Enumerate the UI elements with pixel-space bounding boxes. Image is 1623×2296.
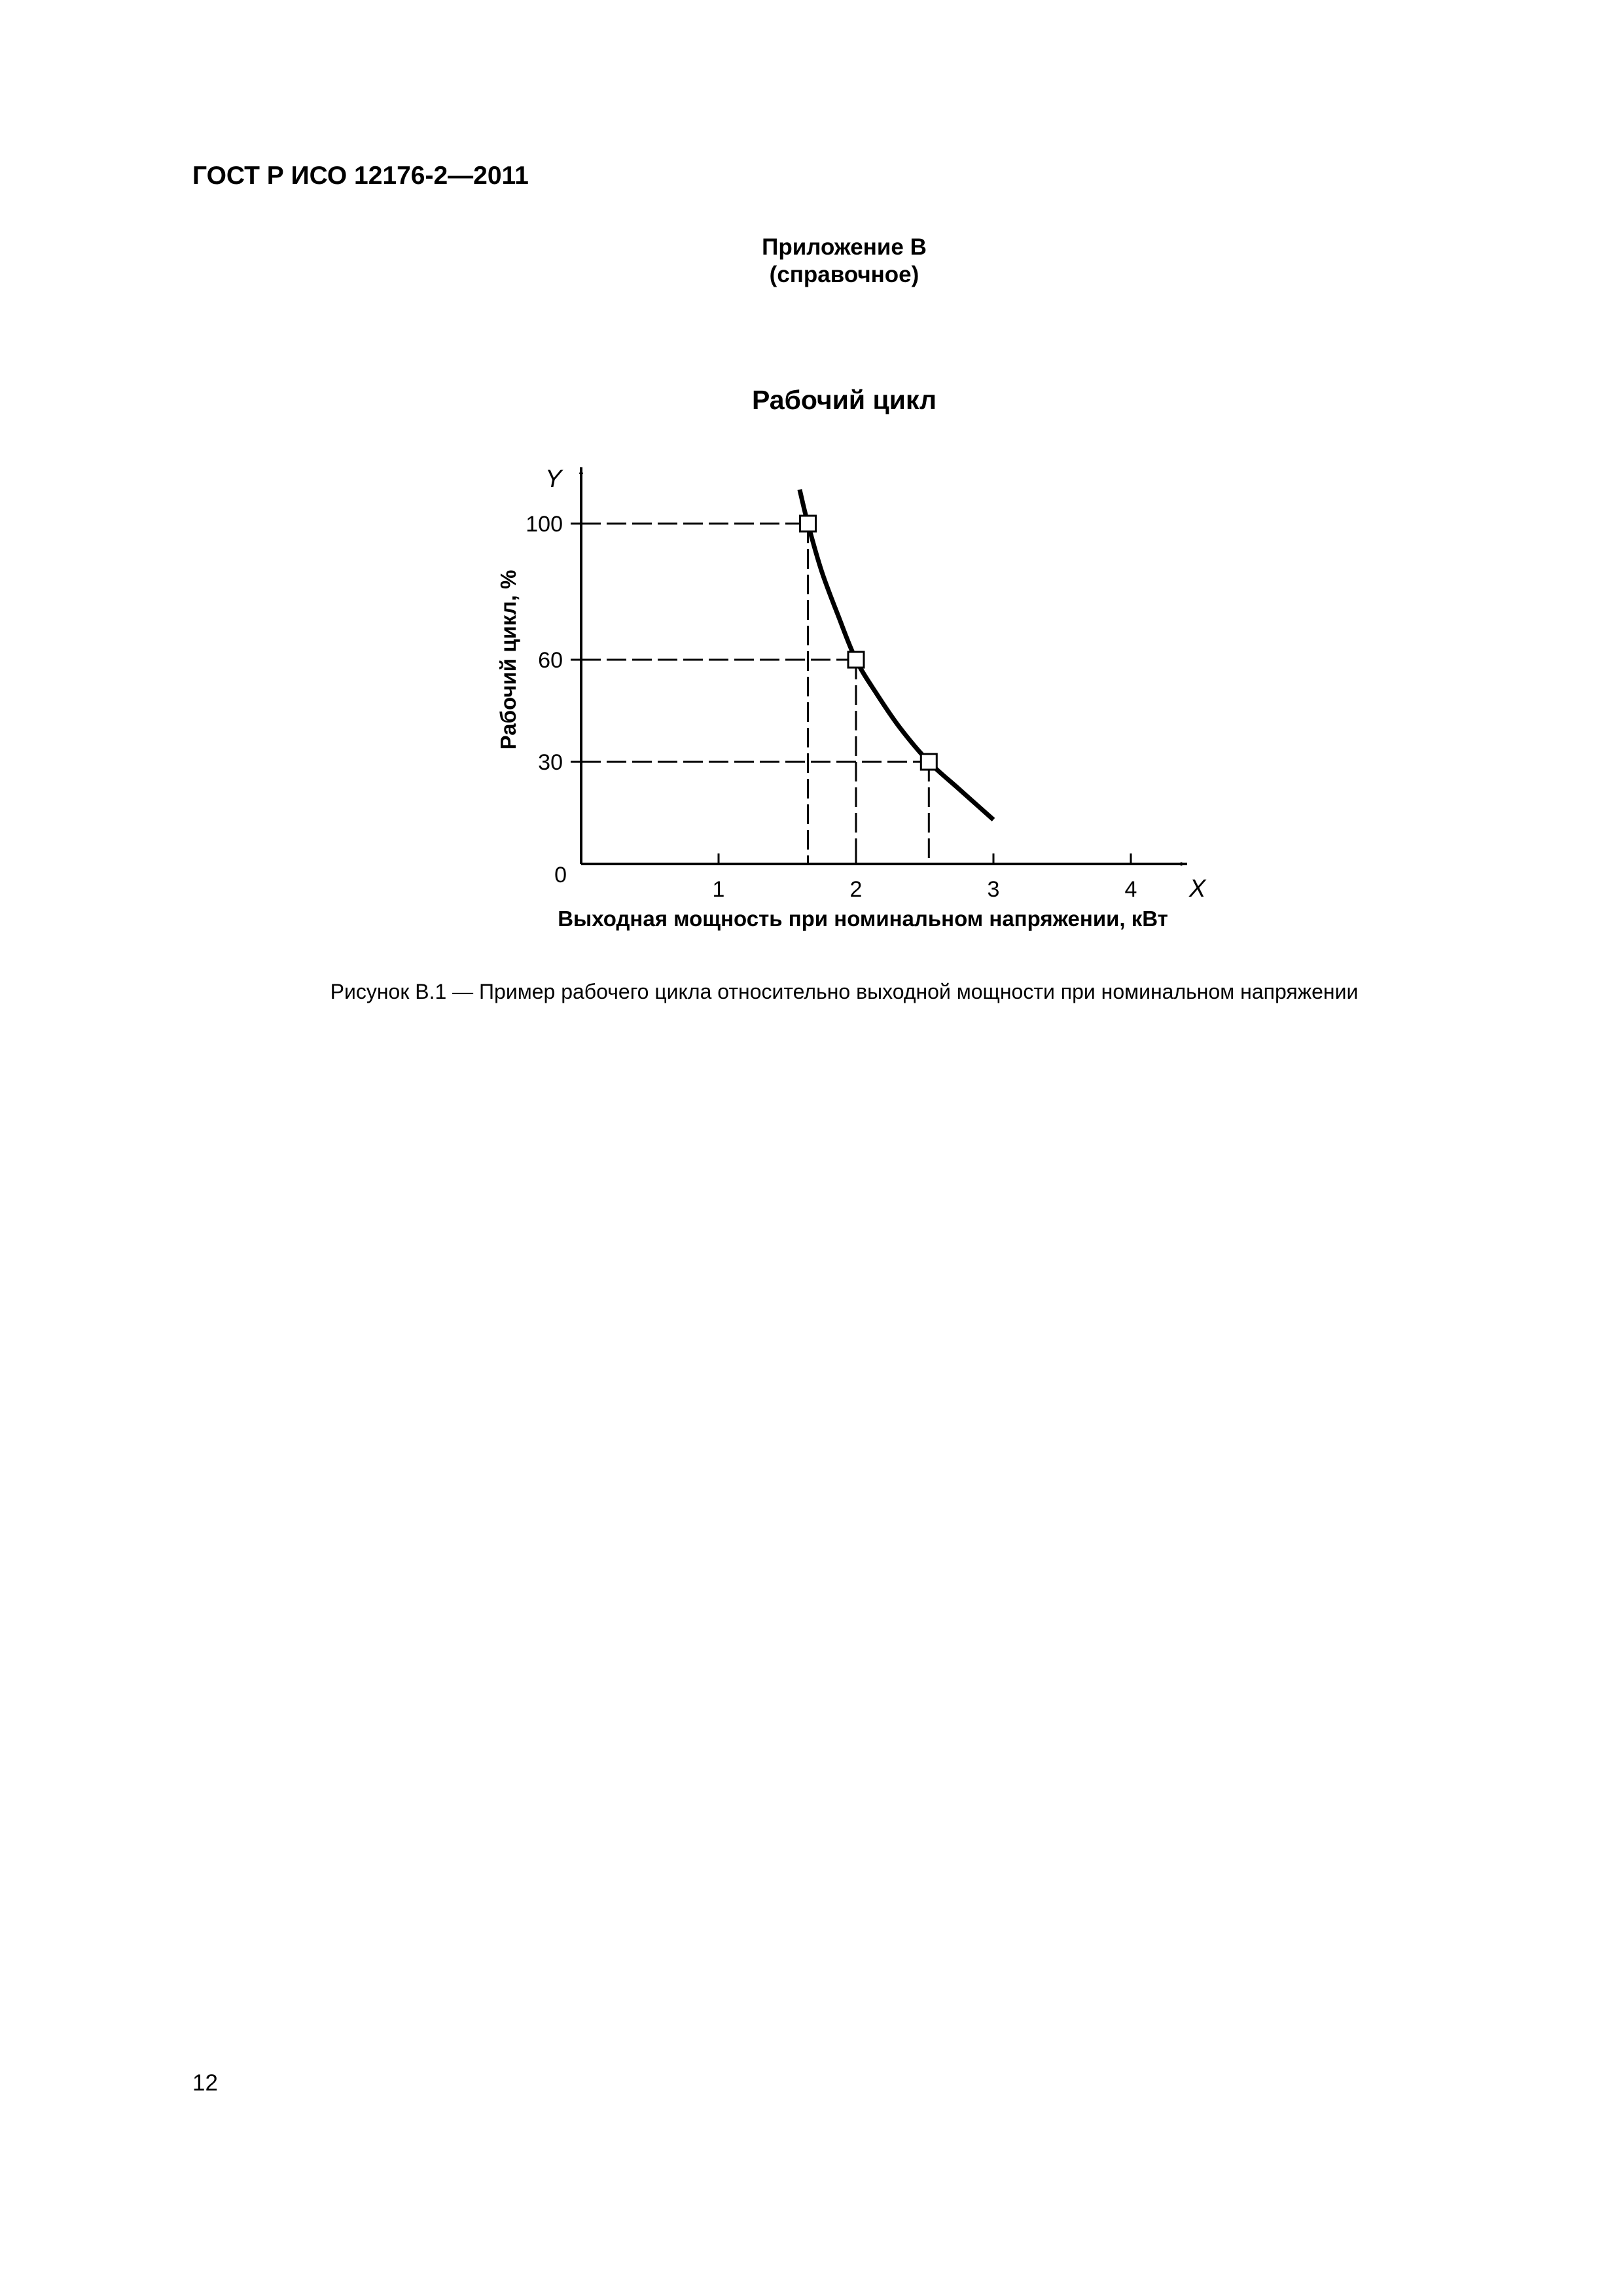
y-axis-symbol: Y — [545, 465, 562, 493]
x-tick-label-1: 1 — [712, 877, 725, 902]
origin-label: 0 — [554, 863, 567, 888]
chart-title: Рабочий цикл — [751, 385, 937, 415]
figure-caption: Рисунок В.1 — Пример рабочего цикла относительно выходной мощности при номинальном напряжении — [330, 980, 1359, 1003]
y-tick-label-100: 100 — [526, 512, 563, 537]
y-tick-label-60: 60 — [538, 648, 563, 673]
x-tick-label-3: 3 — [987, 877, 1000, 902]
x-axis-label: Выходная мощность при номинальном напряжении, кВт — [558, 906, 1168, 931]
x-tick-label-2: 2 — [849, 877, 863, 902]
y-tick-label-30: 30 — [538, 750, 563, 775]
y-axis-label: Рабочий цикл, % — [496, 569, 520, 750]
appendix-title: Приложение В — [762, 234, 927, 260]
page-number: 12 — [192, 2070, 218, 2096]
x-tick-label-4: 4 — [1124, 877, 1137, 902]
duty-cycle-curve — [800, 490, 993, 819]
x-axis-symbol: X — [1189, 875, 1206, 903]
data-point-1 — [800, 516, 816, 531]
document-header: ГОСТ Р ИСО 12176-2—2011 — [192, 162, 529, 190]
data-point-2 — [848, 652, 864, 668]
appendix-note: (справочное) — [769, 262, 919, 287]
data-point-3 — [921, 754, 936, 770]
